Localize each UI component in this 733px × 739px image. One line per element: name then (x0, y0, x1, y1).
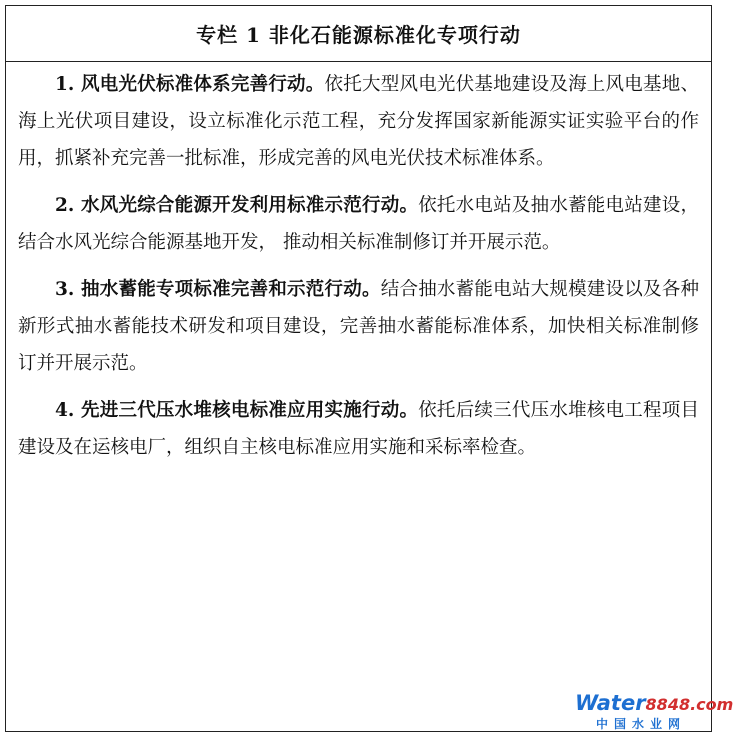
action-item-1-body: 依托大型风电光伏基地建设及海上风电基地、海上光伏项目建设，设立标准化示范工程，充分发挥国家新能源实证实验平台的作用，抓紧补充完善一批标准，形成完善的风电光伏技术标准体系。 (18, 74, 699, 169)
action-item-2-body: 依托水电站及抽水蓄能电站建设，结合水风光综合能源基地开发， 推动相关标准制修订并开展示范。 (18, 195, 699, 253)
action-item-1 (18, 66, 699, 177)
action-item-4 (18, 392, 699, 466)
action-item-2 (18, 187, 699, 261)
action-item-3 (18, 271, 699, 382)
box-title: 专栏 1 非化石能源标准化专项行动 (6, 6, 711, 62)
action-item-1-heading: 1. 风电光伏标准体系完善行动。 (55, 74, 325, 95)
action-item-3-body: 结合抽水蓄能电站大规模建设以及各种新形式抽水蓄能技术研发和项目建设，完善抽水蓄能标准体系，加快相关标准制修订并开展示范。 (18, 279, 699, 374)
action-item-2-heading: 2. 水风光综合能源开发利用标准示范行动。 (55, 195, 419, 216)
action-item-4-body: 依托后续三代压水堆核电工程项目建设及在运核电厂，组织自主核电标准应用实施和采标率检查。 (18, 400, 699, 458)
watermark-brand (575, 691, 733, 716)
action-item-4-heading: 4. 先进三代压水堆核电标准应用实施行动。 (55, 400, 419, 421)
watermark-brand-suffix: .com (690, 695, 733, 714)
action-item-3-heading: 3. 抽水蓄能专项标准完善和示范行动。 (55, 279, 381, 300)
watermark-logo (575, 691, 733, 731)
watermark-brand-word: Water (575, 691, 646, 715)
feature-box (5, 5, 712, 732)
watermark-brand-number: 8848 (645, 695, 691, 714)
box-content (18, 66, 699, 476)
watermark-subtitle: 中国水业网 (595, 717, 686, 731)
